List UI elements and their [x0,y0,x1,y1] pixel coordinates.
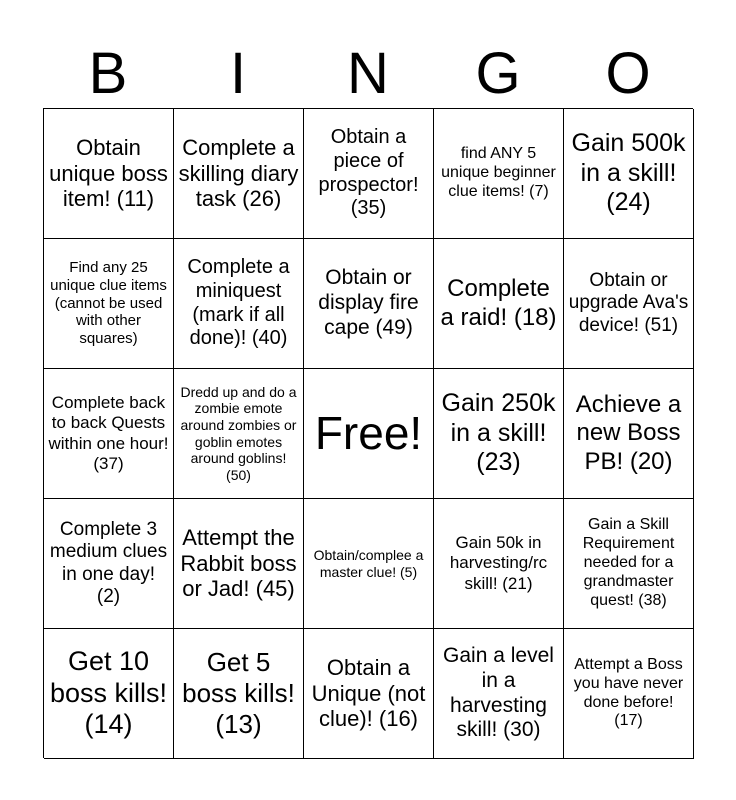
bingo-cell-r2-c4[interactable] [434,239,564,369]
bingo-cell-text: Attempt the Rabbit boss or Jad! (45) [180,524,297,602]
bingo-cell-text: Complete a miniquest (mark if all done)! (40) [187,256,290,350]
bingo-cell-r1-c1[interactable] [44,109,174,239]
bingo-cell-text: Gain 250k in a skill!(23) [441,389,556,477]
bingo-cell-r5-c2[interactable] [174,629,304,759]
bingo-cell-text: Complete 3 medium clues in one day! (2) [49,518,168,607]
bingo-cell-r1-c2[interactable] [174,109,304,239]
bingo-cell-r2-c1[interactable] [44,239,174,369]
bingo-cell-text: Complete a raid! (18) [440,275,557,331]
bingo-cell-r4-c4[interactable] [434,499,564,629]
bingo-cell-r1-c4[interactable] [434,109,564,239]
bingo-cell-r3-c3[interactable] [304,369,434,499]
bingo-cell-text: Dredd up and do a zombie emote around zombies or goblin emotes around goblins! (50) [180,383,297,483]
header-letter-i: I [229,41,247,106]
bingo-cell-text: Achieve a new Boss PB! (20) [575,391,682,475]
bingo-cell-text: Attempt a Boss you have never done before! (17) [573,655,684,730]
bingo-cell-r5-c5[interactable] [564,629,694,759]
bingo-cell-text: Complete back to back Quests within one hour! (37) [48,393,169,473]
bingo-cell-r4-c3[interactable] [304,499,434,629]
bingo-cell-r4-c1[interactable] [44,499,174,629]
header-letter-b: B [88,41,128,106]
bingo-cell-r3-c1[interactable] [44,369,174,499]
bingo-cell-r2-c2[interactable] [174,239,304,369]
bingo-cell-text: Obtain or display fire cape (49) [318,266,419,339]
header-letter-n: N [347,41,389,106]
bingo-cell-text: Find any 25 unique clue items (cannot be used with other squares) [50,259,167,348]
bingo-cell-r2-c5[interactable] [564,239,694,369]
bingo-cell-r3-c5[interactable] [564,369,694,499]
bingo-cell-text: Complete a skilling diary task (26) [178,134,299,212]
bingo-cell-text: Gain 500k in a skill!(24) [571,129,686,217]
bingo-cell-text: Gain 50k in harvesting/rc skill! (21) [449,533,548,593]
bingo-cell-r3-c4[interactable] [434,369,564,499]
bingo-cell-text: Obtain a Unique (not clue)! (16) [311,654,426,732]
header-letter-o: O [605,41,651,106]
bingo-cell-r3-c2[interactable] [174,369,304,499]
bingo-cell-r5-c1[interactable] [44,629,174,759]
bingo-cell-text: Get 5 boss kills! (13) [182,647,295,739]
bingo-cell-text: Gain a Skill Requirement needed for a grandmaster quest! (38) [582,516,675,609]
bingo-cell-text: find ANY 5 unique beginner clue items! (7) [441,145,556,200]
bingo-cell-text: Free! [314,407,423,460]
bingo-cell-r5-c4[interactable] [434,629,564,759]
bingo-cell-r4-c5[interactable] [564,499,694,629]
bingo-grid [43,108,693,758]
bingo-cell-r1-c3[interactable] [304,109,434,239]
bingo-cell-text: Obtain a piece of prospector! (35) [318,126,419,220]
bingo-cell-text: Obtain unique boss item! (11) [49,134,168,212]
bingo-cell-text: Get 10 boss kills!(14) [49,645,168,740]
bingo-cell-text: Obtain/complee a master clue! (5) [313,546,424,580]
bingo-cell-r2-c3[interactable] [304,239,434,369]
bingo-cell-text: Gain a level in a harvesting skill! (30) [443,643,554,742]
bingo-cell-r4-c2[interactable] [174,499,304,629]
bingo-cell-text: Obtain or upgrade Ava's device! (51) [568,269,689,336]
bingo-cell-r5-c3[interactable] [304,629,434,759]
bingo-header [43,40,693,108]
bingo-cell-r1-c5[interactable] [564,109,694,239]
header-letter-g: G [475,41,521,106]
